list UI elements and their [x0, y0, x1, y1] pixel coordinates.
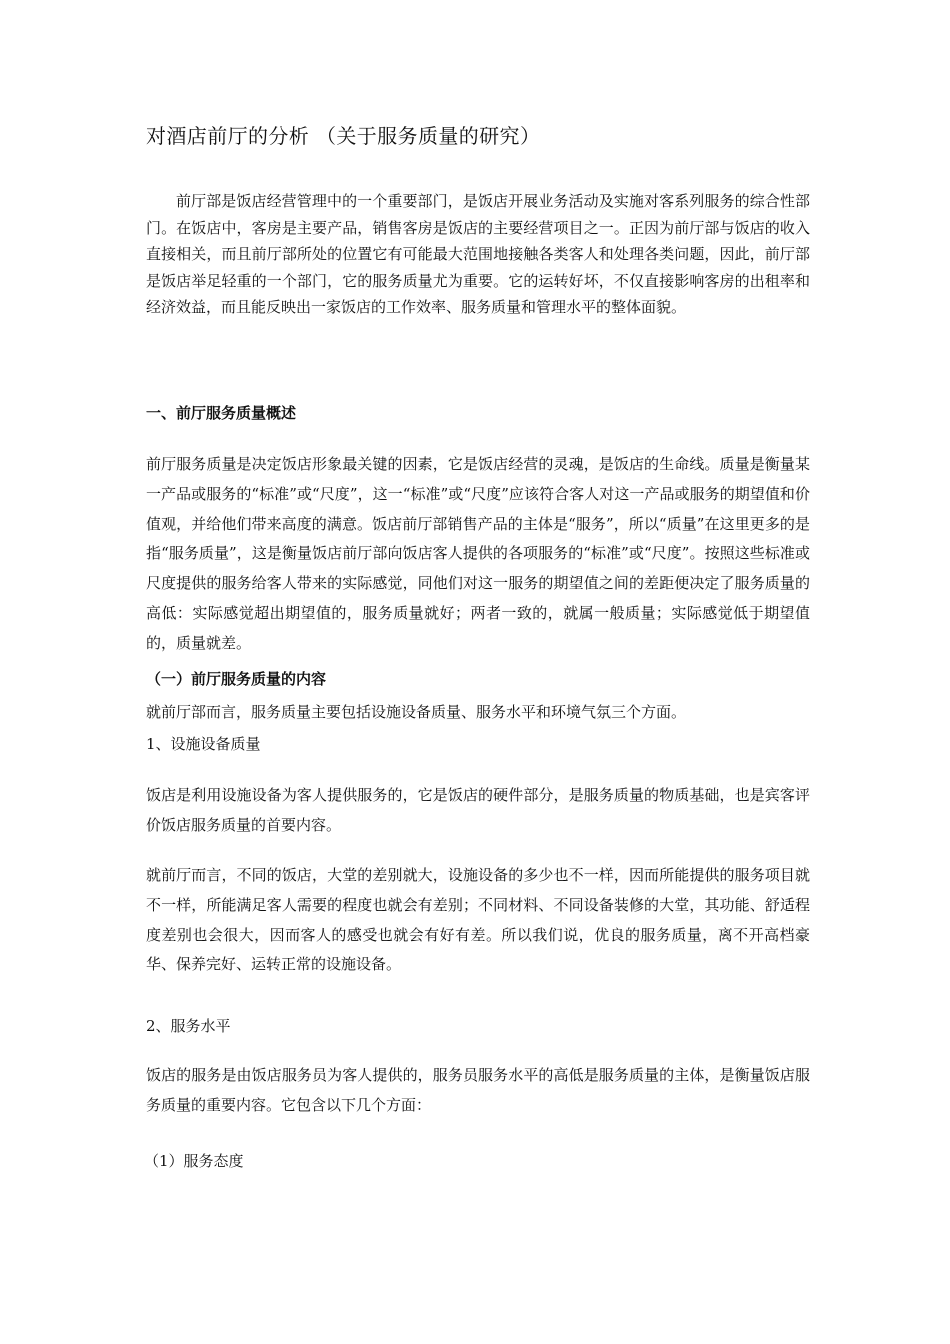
- section-heading: 一、前厅服务质量概述: [146, 404, 297, 422]
- item1-paragraph-1: 饭店是利用设施设备为客人提供服务的，它是饭店的硬件部分，是服务质量的物质基础，也是宾客评价饭店服务质量的首要内容。: [146, 786, 810, 834]
- intro-paragraph: 前厅部是饭店经营管理中的一个重要部门，是饭店开展业务活动及实施对客系列服务的综合性部门。在饭店中，客房是主要产品，销售客房是饭店的主要经营项目之一。正因为前厅部与饭店的收入直接相关，而且前厅部所处的位置它有可能最大范围地接触各类客人和处理各类问题，因此，前厅部是饭店举足轻重的一个部门，它的服务质量尤为重要。它的运转好坏，不仅直接影响客房的出租率和经济效益，而且能反映出一家饭店的工作效率、服务质量和管理水平的整体面貌。: [146, 192, 810, 316]
- section-paragraph: 前厅服务质量是决定饭店形象最关键的因素，它是饭店经营的灵魂，是饭店的生命线。质量是衡量某一产品或服务的“标准”或“尺度”，这一“标准”或“尺度”应该符合客人对这一产品或服务的期望值和价值观，并给他们带来高度的满意。饭店前厅部销售产品的主体是“服务”，所以“质量”在这里更多的是指“服务质量”，这是衡量饭店前厅部向饭店客人提供的各项服务的“标准”或“尺度”。按照这些标准或尺度提供的服务给客人带来的实际感觉，同他们对这一服务的期望值之间的差距便决定了服务质量的高低：实际感觉超出期望值的，服务质量就好；两者一致的，就属一般质量；实际感觉低于期望值的，质量就差。: [146, 455, 810, 652]
- list-item-heading-2: 2、服务水平: [146, 1017, 231, 1035]
- item2-paragraph: 饭店的服务是由饭店服务员为客人提供的，服务员服务水平的高低是服务质量的主体，是衡量饭店服务质量的重要内容。它包含以下几个方面：: [146, 1066, 810, 1114]
- content-line: 就前厅部而言，服务质量主要包括设施设备质量、服务水平和环境气氛三个方面。: [146, 703, 687, 721]
- item1-paragraph-2: 就前厅而言，不同的饭店，大堂的差别就大，设施设备的多少也不一样，因而所能提供的服务项目就不一样，所能满足客人需要的程度也就会有差别；不同材料、不同设备装修的大堂，其功能、舒适程度差别也会很大，因而客人的感受也就会有好有差。所以我们说，优良的服务质量，离不开高档豪华、保养完好、运转正常的设施设备。: [146, 866, 810, 974]
- document-title: 对酒店前厅的分析 （关于服务质量的研究）: [146, 124, 541, 148]
- sub-item-heading: （1）服务态度: [144, 1152, 244, 1170]
- list-item-heading: 1、设施设备质量: [146, 735, 261, 753]
- subsection-heading: （一）前厅服务质量的内容: [146, 670, 327, 688]
